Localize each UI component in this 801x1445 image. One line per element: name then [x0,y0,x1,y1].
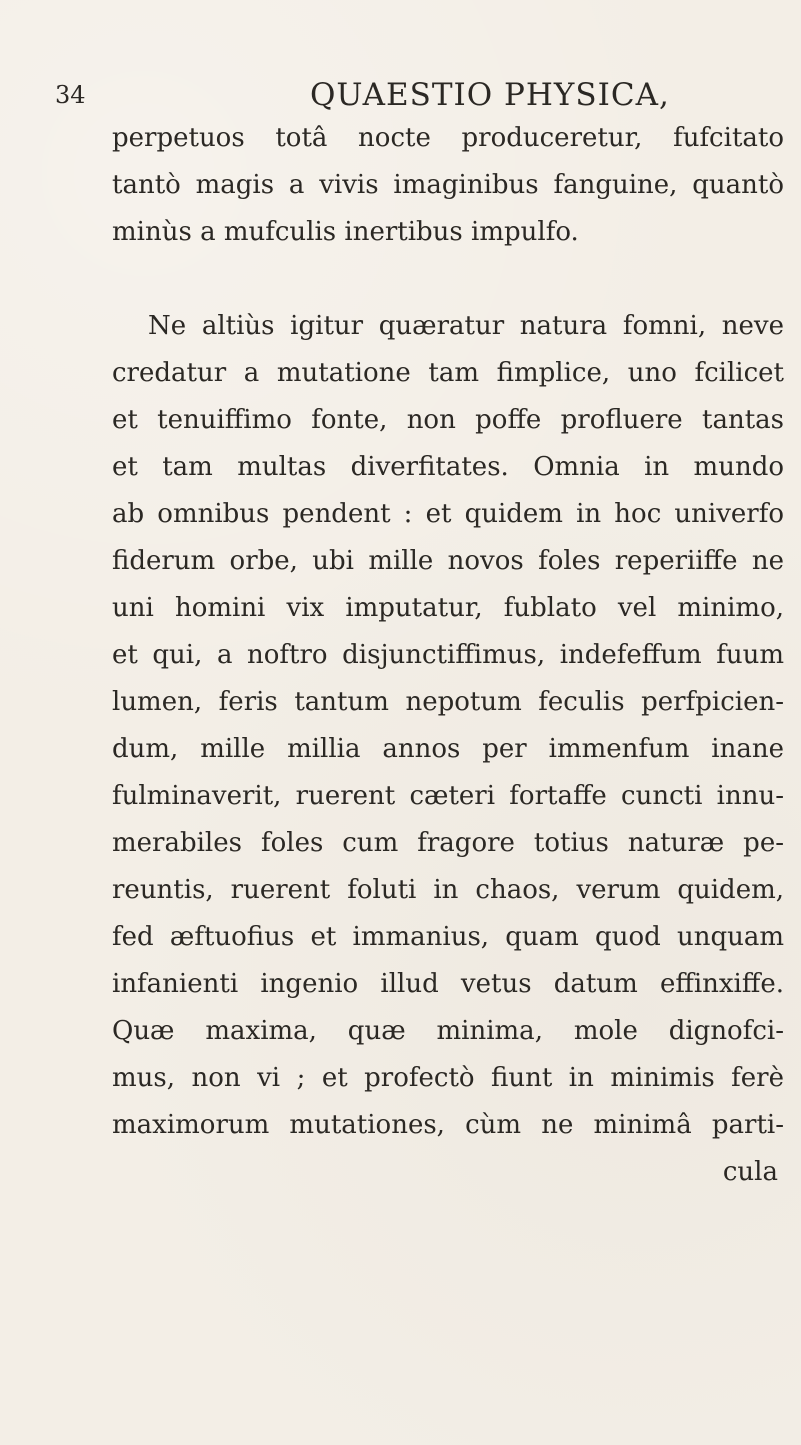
text-line: fiderum orbe, ubi mille novos foles reperiiffe ne [112,546,784,576]
page-header [55,75,745,115]
paragraph-1 [112,115,784,256]
text-line: uni homini vix imputatur, fublato vel minimo, [112,593,784,623]
text-line: perpetuos totâ nocte produceretur, fufcitato [112,123,784,153]
paragraph-2 [112,303,784,1149]
text-line: dum, mille millia annos per immenfum inane [112,734,784,764]
text-line: mus, non vi ; et profectò fiunt in minimis ferè [112,1063,784,1093]
body-text [112,115,784,1196]
text-line: Ne altiùs igitur quæratur natura fomni, neve [148,311,784,341]
text-line: maximorum mutationes, cùm ne minimâ parti- [112,1110,784,1140]
text-line: Quæ maxima, quæ minima, mole dignofci- [112,1016,784,1046]
text-line: fulminaverit, ruerent cæteri fortaffe cuncti innu- [112,781,784,811]
text-line: infanienti ingenio illud vetus datum effinxiffe. [112,969,784,999]
paragraph-gap [112,256,784,303]
text-line: ab omnibus pendent : et quidem in hoc univerfo [112,499,784,529]
text-line: credatur a mutatione tam fimplice, uno fcilicet [112,358,784,388]
text-line: minùs a mufculis inertibus impulfo. [112,217,579,247]
text-line: et tenuiffimo fonte, non poffe profluere tantas [112,405,784,435]
running-title: QUAESTIO PHYSICA, [310,77,670,113]
text-line: merabiles foles cum fragore totius naturæ pe- [112,828,784,858]
text-line: et qui, a noftro disjunctiffimus, indefeffum fuum [112,640,784,670]
text-line: et tam multas diverfitates. Omnia in mundo [112,452,784,482]
text-line: reuntis, ruerent foluti in chaos, verum quidem, [112,875,784,905]
text-line: lumen, feris tantum nepotum feculis perfpicien- [112,687,784,717]
text-line: tantò magis a vivis imaginibus fanguine, quantò [112,170,784,200]
text-line: fed æftuofius et immanius, quam quod unquam [112,922,784,952]
page-number: 34 [55,81,86,109]
catchword: cula [722,1157,778,1187]
